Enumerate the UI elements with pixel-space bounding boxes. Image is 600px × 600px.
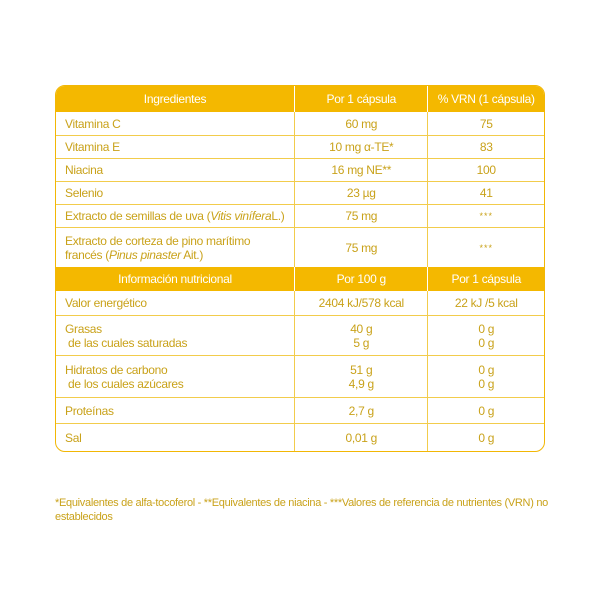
- nutrient-name-line2: de las cuales saturadas: [65, 335, 188, 350]
- ingredient-name: [56, 205, 294, 227]
- nutrient-name: [56, 316, 294, 355]
- ingredient-name: [56, 228, 294, 267]
- ingredient-vrn: [427, 228, 544, 267]
- ingredients-header-row: [56, 86, 544, 112]
- ingredient-vrn: 41: [427, 182, 544, 204]
- ingredient-name-line1: Extracto de corteza de pino marítimo: [65, 233, 251, 248]
- nutrition-row: [56, 291, 544, 315]
- ingredient-row: [56, 135, 544, 158]
- nutrient-per-100g: 0,01 g: [294, 424, 427, 451]
- ingredient-latin-name: Vitis vinífera: [210, 209, 272, 223]
- ingredient-vrn: [427, 205, 544, 227]
- value-line2: 0 g: [478, 335, 495, 350]
- nutrient-per-100g: 2404 kJ/578 kcal: [294, 291, 427, 315]
- ingredient-name-line2-post: Ait.): [180, 247, 204, 262]
- ingredient-row: [56, 204, 544, 227]
- header-ingredientes: Ingredientes: [143, 92, 207, 106]
- nutrient-per-capsule: [427, 356, 544, 397]
- ingredient-amount: 10 mg α-TE*: [294, 136, 427, 158]
- header-por-capsula: Por 1 cápsula: [427, 267, 544, 291]
- ingredient-row: [56, 158, 544, 181]
- ingredient-name-post: L.): [271, 209, 285, 223]
- header-por-capsula: Por 1 cápsula: [294, 86, 427, 112]
- ingredient-name-line2-pre: francés (: [65, 247, 109, 262]
- ingredient-name: Selenio: [65, 186, 103, 200]
- nutrition-table: [55, 85, 545, 452]
- value-line2: 4,9 g: [348, 376, 374, 391]
- nutrient-name: Sal: [65, 430, 82, 445]
- nutrient-per-capsule: 0 g: [427, 398, 544, 423]
- ingredient-latin-name: Pinus pinaster: [108, 247, 181, 262]
- ingredient-name: Vitamina E: [65, 140, 120, 154]
- nutrient-name: Proteínas: [65, 403, 114, 418]
- value-line2: 5 g: [353, 335, 370, 350]
- nutrition-row: [56, 315, 544, 355]
- value-line1: 51 g: [350, 362, 373, 377]
- header-informacion-nutricional: Información nutricional: [118, 272, 232, 286]
- nutrient-per-100g: [294, 356, 427, 397]
- header-por-100g: Por 100 g: [294, 267, 427, 291]
- value-line1: 0 g: [478, 321, 495, 336]
- nutrient-per-capsule: 22 kJ /5 kcal: [427, 291, 544, 315]
- nutrient-name-line2: de los cuales azúcares: [65, 376, 184, 391]
- nutrient-name-line1: Hidratos de carbono: [65, 362, 168, 377]
- ingredient-vrn: 83: [427, 136, 544, 158]
- nutrient-name-line1: Grasas: [65, 321, 102, 336]
- nutrition-row: [56, 397, 544, 423]
- ingredient-amount: 23 µg: [294, 182, 427, 204]
- ingredient-name-pre: Extracto de semillas de uva (: [65, 209, 211, 223]
- nutrient-per-capsule: [427, 316, 544, 355]
- nutrient-per-100g: 2,7 g: [294, 398, 427, 423]
- ingredient-row: [56, 227, 544, 267]
- vrn-asterisks: ***: [479, 242, 493, 253]
- ingredient-vrn: 75: [427, 112, 544, 135]
- value-line1: 0 g: [478, 362, 495, 377]
- nutrient-name: [56, 356, 294, 397]
- ingredient-amount: 75 mg: [294, 205, 427, 227]
- ingredient-row: [56, 181, 544, 204]
- footnote: *Equivalentes de alfa-tocoferol - **Equivalentes de niacina - ***Valores de referencia de nutrientes (VRN) no establecidos: [55, 497, 548, 523]
- nutrition-header-row: [56, 267, 544, 291]
- nutrient-per-capsule: 0 g: [427, 424, 544, 451]
- nutrient-per-100g: [294, 316, 427, 355]
- ingredient-row: [56, 112, 544, 135]
- nutrient-name: Valor energético: [65, 296, 147, 310]
- ingredient-vrn: 100: [427, 159, 544, 181]
- ingredient-amount: 75 mg: [294, 228, 427, 267]
- ingredient-amount: 60 mg: [294, 112, 427, 135]
- ingredient-amount: 16 mg NE**: [294, 159, 427, 181]
- value-line2: 0 g: [478, 376, 495, 391]
- header-vrn: % VRN (1 cápsula): [427, 86, 544, 112]
- ingredient-name: Niacina: [65, 163, 103, 177]
- nutrition-row: [56, 423, 544, 451]
- vrn-asterisks: ***: [479, 211, 493, 221]
- nutrition-row: [56, 355, 544, 397]
- ingredient-name: Vitamina C: [65, 116, 121, 131]
- value-line1: 40 g: [350, 321, 373, 336]
